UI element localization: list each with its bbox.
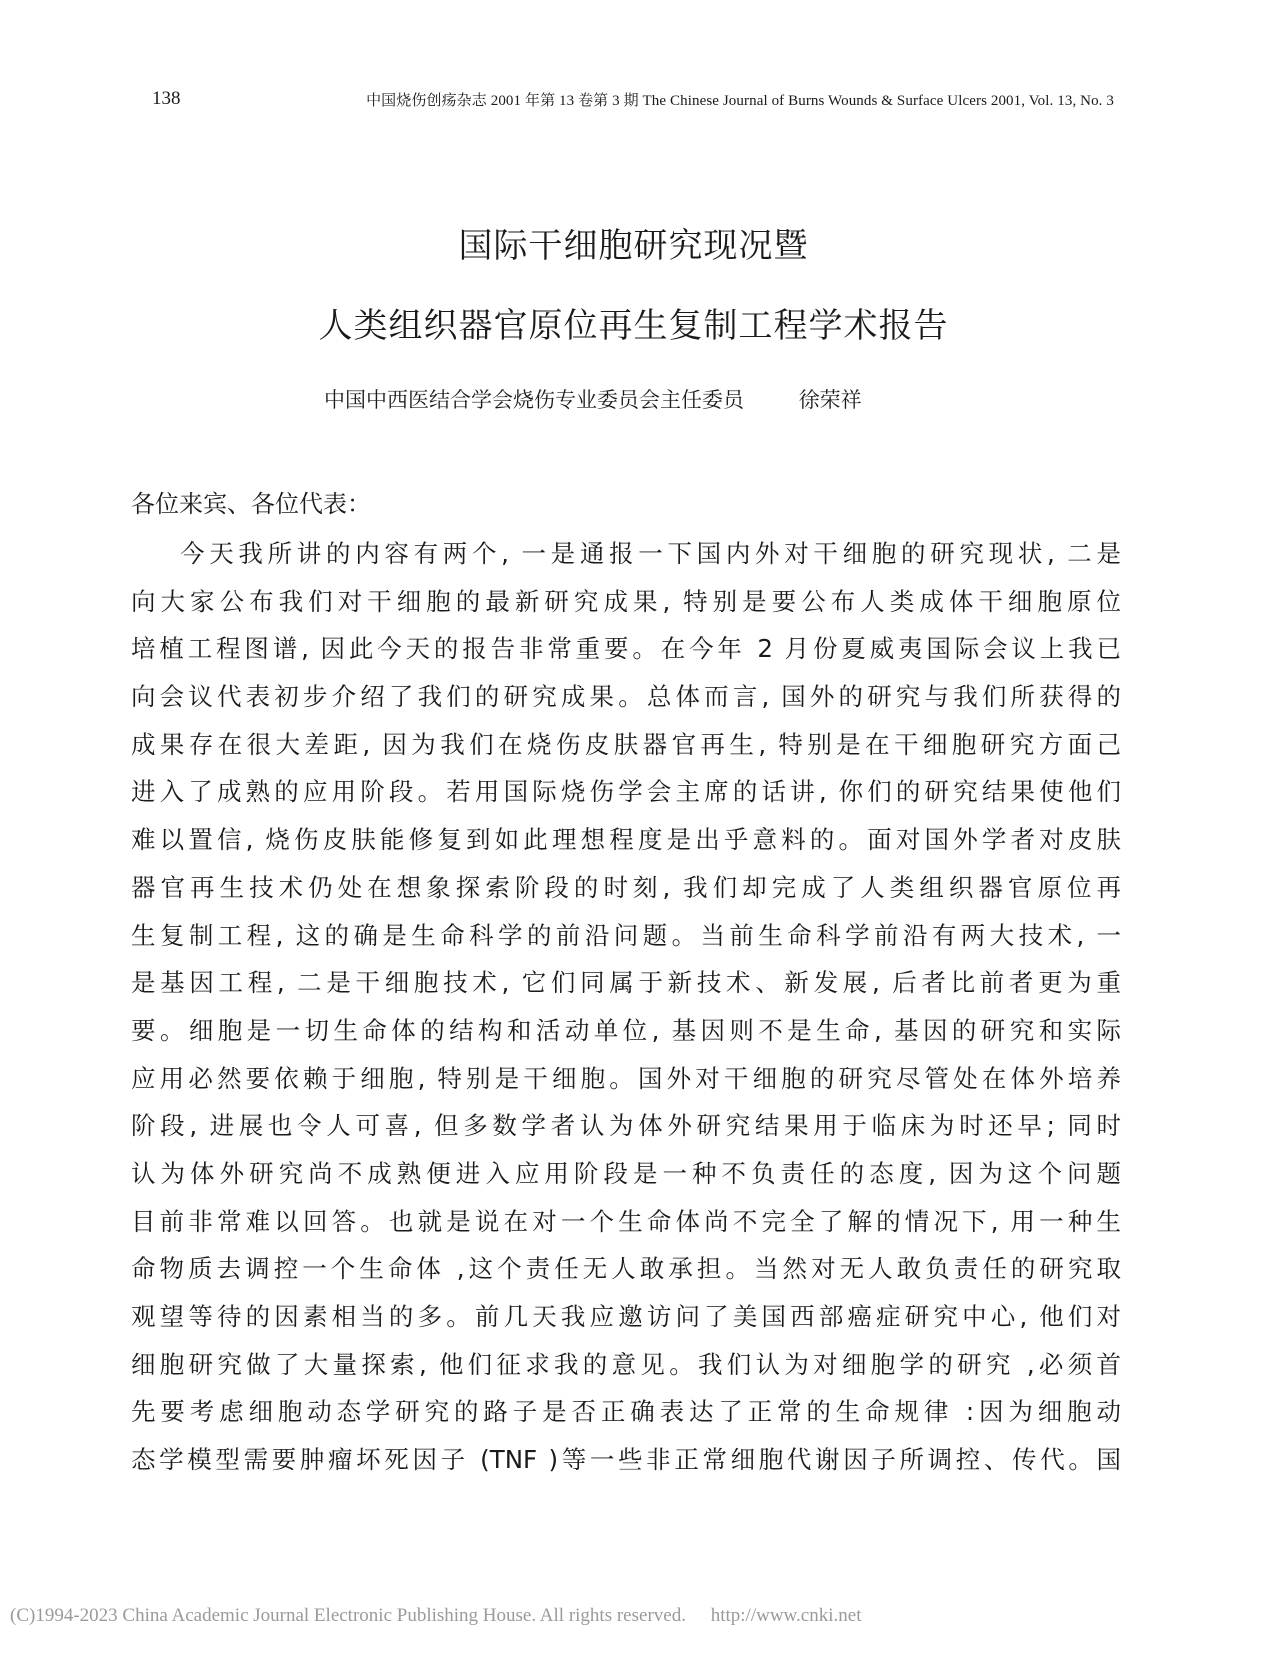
body-text-line: 向大家公布我们对干细胞的最新研究成果, 特别是要公布人类成体干细胞原位	[131, 586, 1121, 616]
body-text-line: 生复制工程, 这的确是生命科学的前沿问题。当前生命科学前沿有两大技术, 一	[131, 920, 1121, 950]
author-affiliation: 中国中西医结合学会烧伤专业委员会主任委员	[324, 388, 744, 412]
body-text-line: 今天我所讲的内容有两个, 一是通报一下国内外对干细胞的研究现状, 二是	[180, 539, 1121, 568]
body-text-line: 细胞研究做了大量探索, 他们征求我的意见。我们认为对细胞学的研究 ,必须首	[131, 1349, 1121, 1379]
body-text-line: 认为体外研究尚不成熟便进入应用阶段是一种不负责任的态度, 因为这个问题	[131, 1158, 1121, 1188]
body-text-line: 态学模型需要肿瘤坏死因子 (TNF )等一些非正常细胞代谢因子所调控、传代。国	[131, 1445, 1121, 1475]
body-text-line: 培植工程图谱, 因此今天的报告非常重要。在今年 2 月份夏威夷国际会议上我已	[131, 634, 1121, 664]
body-text-line: 成果存在很大差距, 因为我们在烧伤皮肤器官再生, 特别是在干细胞研究方面己	[131, 729, 1121, 759]
page-number: 138	[152, 88, 181, 109]
author-byline	[324, 384, 944, 414]
body-text-line: 难以置信, 烧伤皮肤能修复到如此理想程度是出乎意料的。面对国外学者对皮肤	[131, 825, 1121, 855]
body-text-line: 向会议代表初步介绍了我们的研究成果。总体而言, 国外的研究与我们所获得的	[131, 682, 1121, 712]
article-title-line-1: 国际干细胞研究现况暨	[458, 226, 809, 266]
body-text-line: 进入了成熟的应用阶段。若用国际烧伤学会主席的话讲, 你们的研究结果使他们	[131, 777, 1121, 807]
body-text-line: 观望等待的因素相当的多。前几天我应邀访问了美国西部癌症研究中心, 他们对	[131, 1302, 1121, 1331]
body-text-line: 应用必然要依赖于细胞, 特别是干细胞。国外对干细胞的研究尽管处在体外培养	[131, 1063, 1121, 1093]
body-text-line: 阶段, 进展也令人可喜, 但多数学者认为体外研究结果用于临床为时还早; 同时	[131, 1111, 1121, 1141]
body-text-line: 先要考虑细胞动态学研究的路子是否正确表达了正常的生命规律 :因为细胞动	[131, 1397, 1121, 1427]
body-text-line: 器官再生技术仍处在想象探索阶段的时刻, 我们却完成了人类组织器官原位再	[131, 872, 1121, 902]
running-header	[152, 86, 1114, 112]
footer-url[interactable]: http://www.cnki.net	[710, 1605, 862, 1626]
salutation: 各位来宾、各位代表：	[131, 490, 371, 518]
author-name: 徐荣祥	[798, 388, 862, 412]
body-text-line: 命物质去调控一个生命体 ,这个责任无人敢承担。当然对无人敢负责任的研究取	[131, 1254, 1121, 1284]
article-title-line-2: 人类组织器官原位再生复制工程学术报告	[318, 306, 949, 346]
journal-citation: 中国烧伤创疡杂志 2001 年第 13 卷第 3 期 The Chinese Journal of Burns Wounds & Surface Ulcers 2001, Vol. 13, No. 3	[366, 92, 1114, 109]
body-text-line: 要。细胞是一切生命体的结构和活动单位, 基因则不是生命, 基因的研究和实际	[131, 1015, 1121, 1045]
body-paragraph	[131, 530, 1121, 1484]
footer	[10, 1605, 1267, 1627]
body-text-line: 目前非常难以回答。也就是说在对一个生命体尚不完全了解的情况下, 用一种生	[131, 1206, 1121, 1236]
body-text-line: 是基因工程, 二是干细胞技术, 它们同属于新技术、新发展, 后者比前者更为重	[131, 968, 1121, 998]
copyright-notice: (C)1994-2023 China Academic Journal Electronic Publishing House. All rights reserved.	[10, 1605, 686, 1626]
